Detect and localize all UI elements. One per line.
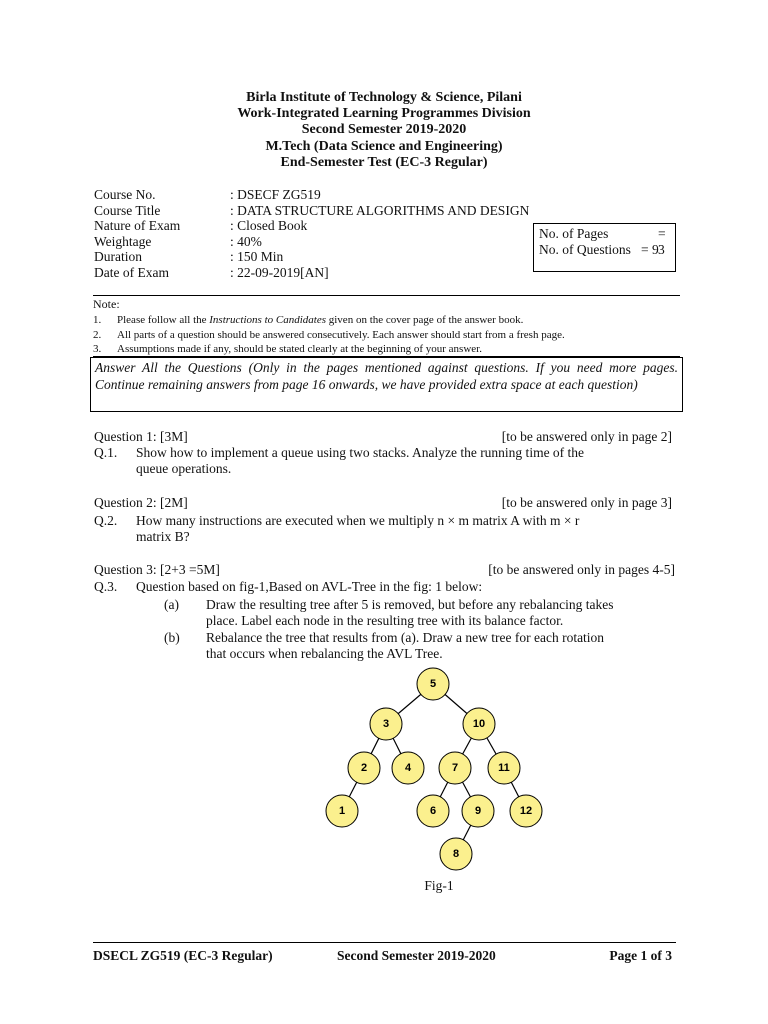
header-test: End-Semester Test (EC-3 Regular) [280,155,488,170]
q3b-text: Rebalance the tree that results from (a). Draw a new tree for each rotation [206,630,605,645]
q2-text-cont: matrix B? [136,529,190,544]
duration-value: : 150 Min [230,249,284,264]
node-5-label: 5 [429,678,437,690]
nature-of-exam-label: Nature of Exam [94,218,181,233]
q2-text: How many instructions are executed when we multiply n × m matrix A with m × r [136,513,580,528]
q1-number: Q.1. [94,445,118,460]
q2-number: Q.2. [94,513,118,528]
date-of-exam-value: : 22-09-2019[AN] [230,264,329,280]
note-title: Note: [93,297,120,311]
node-10-label: 10 [472,718,486,730]
note-item-1-num: 1. [93,314,102,326]
q3a-text-cont: place. Label each node in the resulting tree with its balance factor. [206,613,564,628]
note-item-1-text-end: given on the cover page of the answer book. [326,314,524,326]
node-3 [370,708,402,740]
node-4 [392,752,424,784]
node-11-label: 11 [498,762,510,774]
q3a-label: (a) [164,597,179,612]
pages-value: = 3 [658,226,666,257]
q3-page-note: [to be answered only in pages 4-5] [488,562,675,577]
questions-label: No. of Questions [539,242,631,257]
node-4-label: 4 [404,762,412,774]
node-9 [462,795,494,827]
course-title-label: Course Title [94,202,161,218]
node-6-label: 6 [429,805,437,817]
node-11 [488,752,520,784]
figure-caption: Fig-1 [424,878,454,893]
q3-title: Question 3: [2+3 =5M] [94,562,220,577]
footer-course: DSECL ZG519 (EC-3 Regular) [93,948,273,963]
q3-number: Q.3. [94,579,118,594]
node-7 [439,752,471,784]
footer-semester: Second Semester 2019-2020 [337,948,496,963]
weightage-value: : 40% [230,233,262,249]
instruction-box: Answer All the Questions (Only in the pages mentioned against questions. If you need more pages. Continue remaining answers from page 16 onwards, we have provided extra space at each question) [90,357,683,412]
note-item-3-text: Assumptions made if any, should be stated clearly at the beginning of your answer. [117,343,482,355]
course-no-label: Course No. [94,187,156,202]
header-semester: Second Semester 2019-2020 [301,122,467,137]
note-item-3-num: 3. [93,343,102,355]
node-2-label: 2 [360,762,368,774]
course-no-value: : DSECF ZG519 [230,187,321,202]
course-title-value: : DATA STRUCTURE ALGORITHMS AND DESIGN [230,202,530,218]
q2-title: Question 2: [2M] [94,495,188,510]
q3b-label: (b) [164,630,180,645]
node-1 [326,795,358,827]
node-3-label: 3 [382,718,390,730]
pages-label: No. of Pages [539,226,609,241]
header-institute: Birla Institute of Technology & Science, Pilani [246,90,522,105]
footer-divider [93,942,676,943]
node-7-label: 7 [451,762,459,774]
footer-page-number: Page 1 of 3 [609,948,672,963]
node-8-label: 8 [452,848,460,860]
node-2 [348,752,380,784]
duration-label: Duration [94,249,142,264]
node-12 [510,795,542,827]
node-1-label: 1 [338,805,346,817]
q3b-text-cont: that occurs when rebalancing the AVL Tree. [206,646,443,661]
q1-text: Show how to implement a queue using two stacks. Analyze the running time of the [136,445,585,460]
note-item-1-italic: Instructions to Candidates [209,314,326,326]
node-9-label: 9 [474,805,482,817]
node-10 [463,708,495,740]
note-item-2-num: 2. [93,329,102,341]
note-item-2-text: All parts of a question should be answered consecutively. Each answer should start from a fresh page. [117,329,565,341]
header-division: Work-Integrated Learning Programmes Division [237,106,531,121]
q1-title: Question 1: [3M] [94,429,188,444]
questions-value: = 9 [641,242,659,257]
nature-of-exam-value: : Closed Book [230,218,308,233]
q2-page-note: [to be answered only in page 3] [501,495,672,510]
weightage-label: Weightage [94,233,152,249]
note-item-1-text: Please follow all the [117,314,210,326]
node-8 [440,838,472,870]
node-5 [417,668,449,700]
q3a-text: Draw the resulting tree after 5 is removed, but before any rebalancing takes [206,597,614,612]
node-12-label: 12 [519,805,533,817]
q1-text-cont: queue operations. [136,461,232,476]
q1-page-note: [to be answered only in page 2] [501,429,672,444]
date-of-exam-label: Date of Exam [94,264,169,280]
q3-text: Question based on fig-1,Based on AVL-Tree in the fig: 1 below: [136,579,483,594]
header-programme: M.Tech (Data Science and Engineering) [265,139,503,154]
node-6 [417,795,449,827]
